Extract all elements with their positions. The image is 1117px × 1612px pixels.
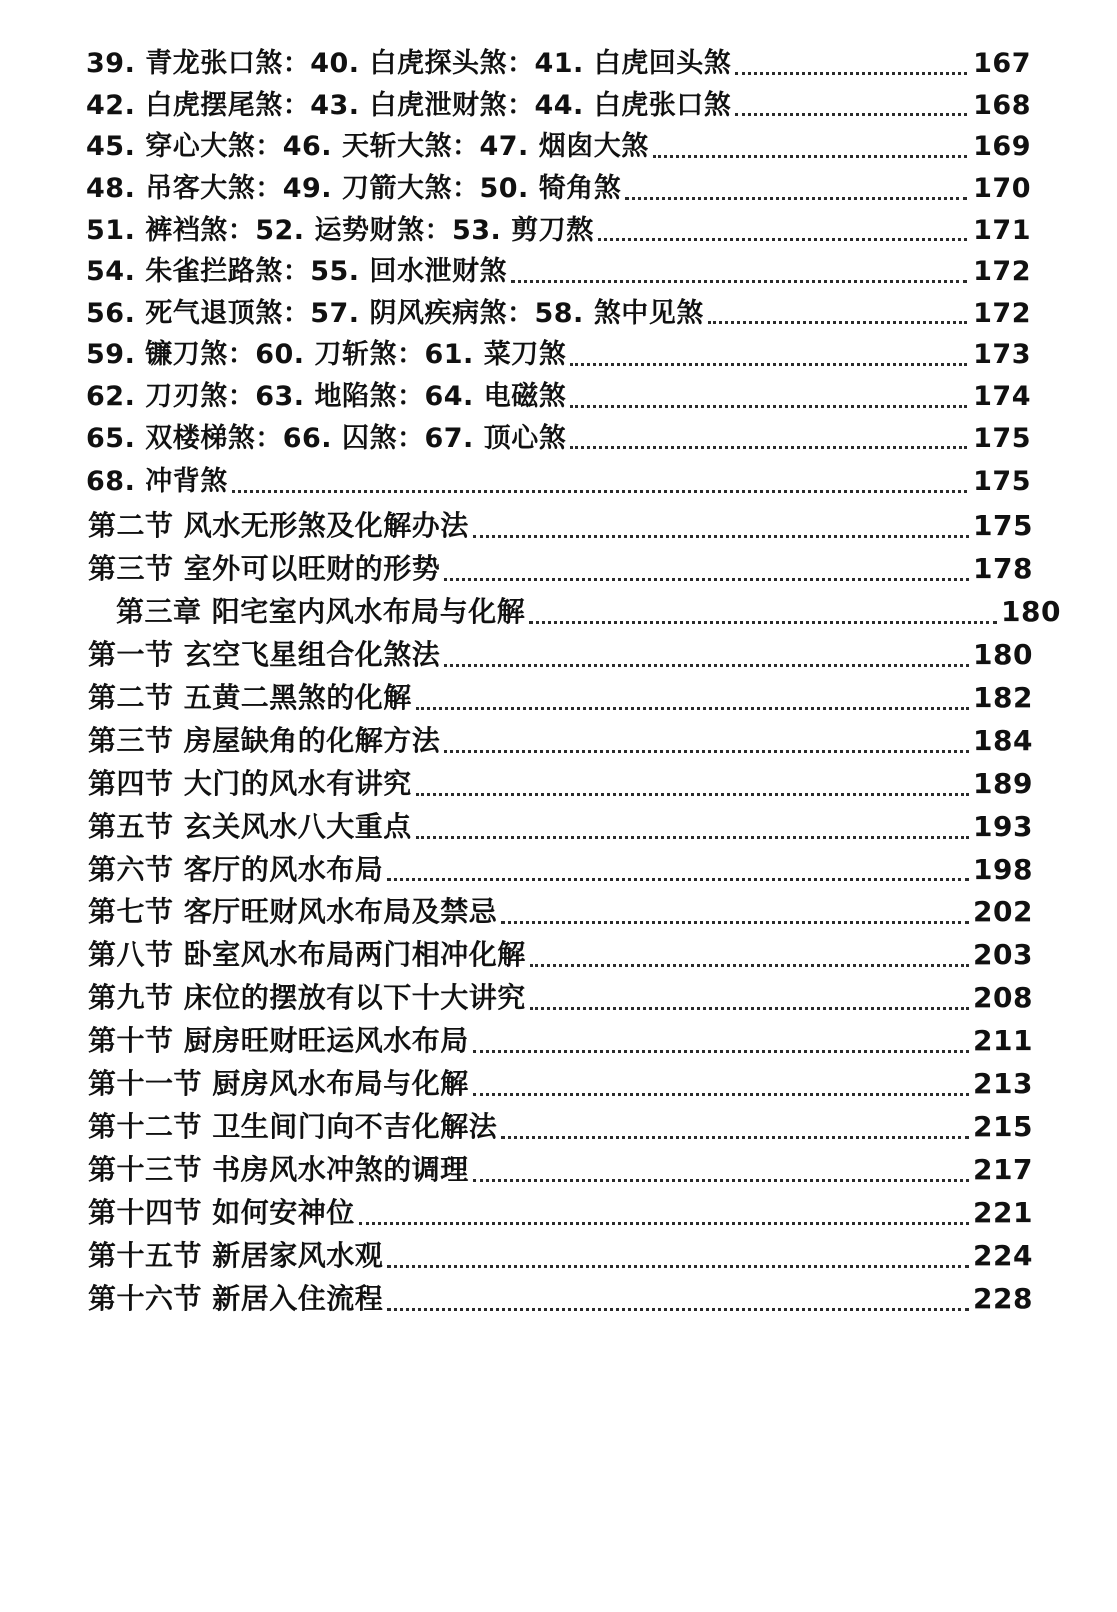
toc-page-number: 217: [973, 1153, 1033, 1187]
toc-entry-label: 第十二节 卫生间门向不吉化解法: [88, 1110, 498, 1144]
toc-entry[interactable]: [86, 852, 1033, 889]
toc-leader-dots: [653, 147, 967, 158]
toc-page-number: 198: [973, 852, 1033, 886]
toc-entry[interactable]: [86, 594, 1061, 631]
toc-page-number: 180: [1001, 594, 1061, 628]
toc-page-number: 213: [973, 1067, 1033, 1101]
toc-leader-dots: [416, 828, 969, 839]
toc-entry-label: 第十三节 书房风水冲煞的调理: [88, 1153, 469, 1187]
toc-leader-dots: [708, 313, 967, 324]
toc-entry-label: 第六节 客厅的风水布局: [88, 852, 384, 886]
toc-entry-label: 第一节 玄空飞星组合化煞法: [88, 637, 441, 671]
table-of-contents: [86, 46, 1061, 1318]
toc-page-number: 228: [973, 1282, 1033, 1316]
toc-entry[interactable]: [86, 213, 1031, 249]
toc-entry[interactable]: [86, 1109, 1033, 1146]
toc-entry[interactable]: [86, 296, 1031, 332]
toc-entry-label: 第三节 房屋缺角的化解方法: [88, 723, 441, 757]
toc-entry-label: 42. 白虎摆尾煞：43. 白虎泄财煞：44. 白虎张口煞: [86, 89, 732, 121]
toc-leader-dots: [530, 999, 969, 1010]
toc-page-number: 173: [973, 339, 1031, 371]
toc-entry-label: 第十六节 新居入住流程: [88, 1282, 384, 1316]
toc-entry[interactable]: [86, 421, 1031, 457]
toc-page-number: 175: [973, 422, 1031, 454]
toc-entry-label: 68. 冲背煞: [86, 466, 228, 498]
toc-entry[interactable]: [86, 254, 1031, 290]
toc-leader-dots: [735, 105, 967, 116]
toc-leader-dots: [416, 699, 969, 710]
toc-leader-dots: [387, 1300, 969, 1311]
toc-entry-label: 第八节 卧室风水布局两门相冲化解: [88, 938, 526, 972]
toc-page-number: 184: [973, 723, 1033, 757]
toc-leader-dots: [511, 272, 967, 283]
toc-leader-dots: [735, 64, 967, 75]
toc-entry-label: 45. 穿心大煞：46. 天斩大煞：47. 烟囱大煞: [86, 131, 649, 163]
toc-page-number: 208: [973, 981, 1033, 1015]
toc-leader-dots: [473, 1171, 969, 1182]
toc-entry[interactable]: [86, 171, 1031, 207]
toc-entry-label: 39. 青龙张口煞：40. 白虎探头煞：41. 白虎回头煞: [86, 48, 732, 79]
toc-entry[interactable]: [86, 766, 1033, 803]
toc-entry-label: 59. 镰刀煞：60. 刀斩煞：61. 菜刀煞: [86, 339, 567, 371]
toc-entry-label: 第十四节 如何安神位: [88, 1196, 355, 1230]
toc-entry-label: 第四节 大门的风水有讲究: [88, 766, 412, 800]
toc-entry-label: 第九节 床位的摆放有以下十大讲究: [88, 981, 526, 1015]
toc-page-number: 168: [973, 89, 1031, 121]
toc-page-number: 175: [973, 508, 1033, 542]
toc-page-number: 180: [973, 637, 1033, 671]
toc-leader-dots: [570, 438, 967, 449]
toc-entry[interactable]: [86, 379, 1031, 415]
toc-entry[interactable]: [86, 464, 1031, 500]
toc-entry[interactable]: [86, 809, 1033, 846]
toc-page-number: 224: [973, 1239, 1033, 1273]
toc-entry-label: 第十五节 新居家风水观: [88, 1239, 384, 1273]
toc-leader-dots: [473, 1042, 969, 1053]
toc-leader-dots: [444, 656, 969, 667]
toc-page-number: 221: [973, 1196, 1033, 1230]
toc-leader-dots: [444, 742, 969, 753]
toc-page-number: 189: [973, 766, 1033, 800]
toc-entry[interactable]: [86, 894, 1033, 931]
toc-leader-dots: [387, 870, 969, 881]
toc-leader-dots: [444, 570, 969, 581]
toc-leader-dots: [387, 1257, 969, 1268]
toc-entry-label: 第三节 室外可以旺财的形势: [88, 551, 441, 585]
toc-page-number: 182: [973, 680, 1033, 714]
toc-page-number: 169: [973, 131, 1031, 163]
toc-page-number: 175: [973, 466, 1031, 498]
toc-leader-dots: [598, 230, 967, 241]
toc-entry-label: 65. 双楼梯煞：66. 囚煞：67. 顶心煞: [86, 422, 567, 454]
toc-entry-label: 51. 裤裆煞：52. 运势财煞：53. 剪刀熬: [86, 214, 594, 246]
toc-entry[interactable]: [86, 937, 1033, 974]
toc-page-number: 172: [973, 256, 1031, 288]
toc-entry-label: 第三章 阳宅室内风水布局与化解: [116, 594, 526, 628]
toc-leader-dots: [570, 397, 967, 408]
toc-page-number: 202: [973, 895, 1033, 929]
toc-entry[interactable]: [86, 1023, 1033, 1060]
toc-page-number: 167: [973, 48, 1031, 79]
toc-leader-dots: [473, 527, 969, 538]
toc-entry[interactable]: [86, 508, 1033, 545]
toc-entry[interactable]: [86, 337, 1031, 373]
toc-leader-dots: [416, 785, 969, 796]
toc-leader-dots: [529, 613, 997, 624]
toc-entry-label: 54. 朱雀拦路煞：55. 回水泄财煞: [86, 256, 507, 288]
toc-entry-label: 62. 刀刃煞：63. 地陷煞：64. 电磁煞: [86, 381, 567, 412]
toc-page-number: 203: [973, 938, 1033, 972]
toc-page-number: 174: [973, 381, 1031, 412]
toc-entry-label: 第五节 玄关风水八大重点: [88, 809, 412, 843]
toc-leader-dots: [501, 1128, 969, 1139]
toc-entry-label: 第二节 五黄二黑煞的化解: [88, 680, 412, 714]
toc-leader-dots: [530, 956, 969, 967]
toc-entry[interactable]: [86, 680, 1033, 717]
toc-entry[interactable]: [86, 1195, 1033, 1232]
toc-entry[interactable]: [86, 1152, 1033, 1189]
toc-entry[interactable]: [86, 723, 1033, 760]
toc-leader-dots: [570, 355, 967, 366]
toc-leader-dots: [501, 913, 969, 924]
toc-page-number: 178: [973, 551, 1033, 585]
toc-page-number: 215: [973, 1110, 1033, 1144]
toc-entry[interactable]: [86, 46, 1031, 82]
toc-entry-label: 第十一节 厨房风水布局与化解: [88, 1067, 469, 1101]
toc-leader-dots: [232, 482, 967, 493]
toc-leader-dots: [473, 1085, 969, 1096]
toc-page-number: 211: [973, 1024, 1033, 1058]
toc-entry-label: 第十节 厨房旺财旺运风水布局: [88, 1024, 469, 1058]
toc-entry-label: 第二节 风水无形煞及化解办法: [88, 508, 469, 542]
toc-entry[interactable]: [86, 1238, 1033, 1275]
toc-entry-label: 48. 吊客大煞：49. 刀箭大煞：50. 犄角煞: [86, 172, 622, 204]
toc-entry[interactable]: [86, 637, 1033, 674]
toc-entry-label: 第七节 客厅旺财风水布局及禁忌: [88, 895, 498, 929]
toc-entry[interactable]: [86, 88, 1031, 124]
toc-leader-dots: [625, 189, 967, 200]
toc-entry[interactable]: [86, 129, 1031, 165]
toc-entry-label: 56. 死气退顶煞：57. 阴风疾病煞：58. 煞中见煞: [86, 297, 704, 329]
toc-page-number: 170: [973, 172, 1031, 204]
toc-entry[interactable]: [86, 551, 1033, 588]
toc-page-number: 171: [973, 214, 1031, 246]
toc-leader-dots: [359, 1214, 969, 1225]
toc-page-number: 193: [973, 809, 1033, 843]
toc-entry[interactable]: [86, 1281, 1033, 1318]
toc-page-number: 172: [973, 297, 1031, 329]
toc-entry[interactable]: [86, 980, 1033, 1017]
toc-entry[interactable]: [86, 1066, 1033, 1103]
